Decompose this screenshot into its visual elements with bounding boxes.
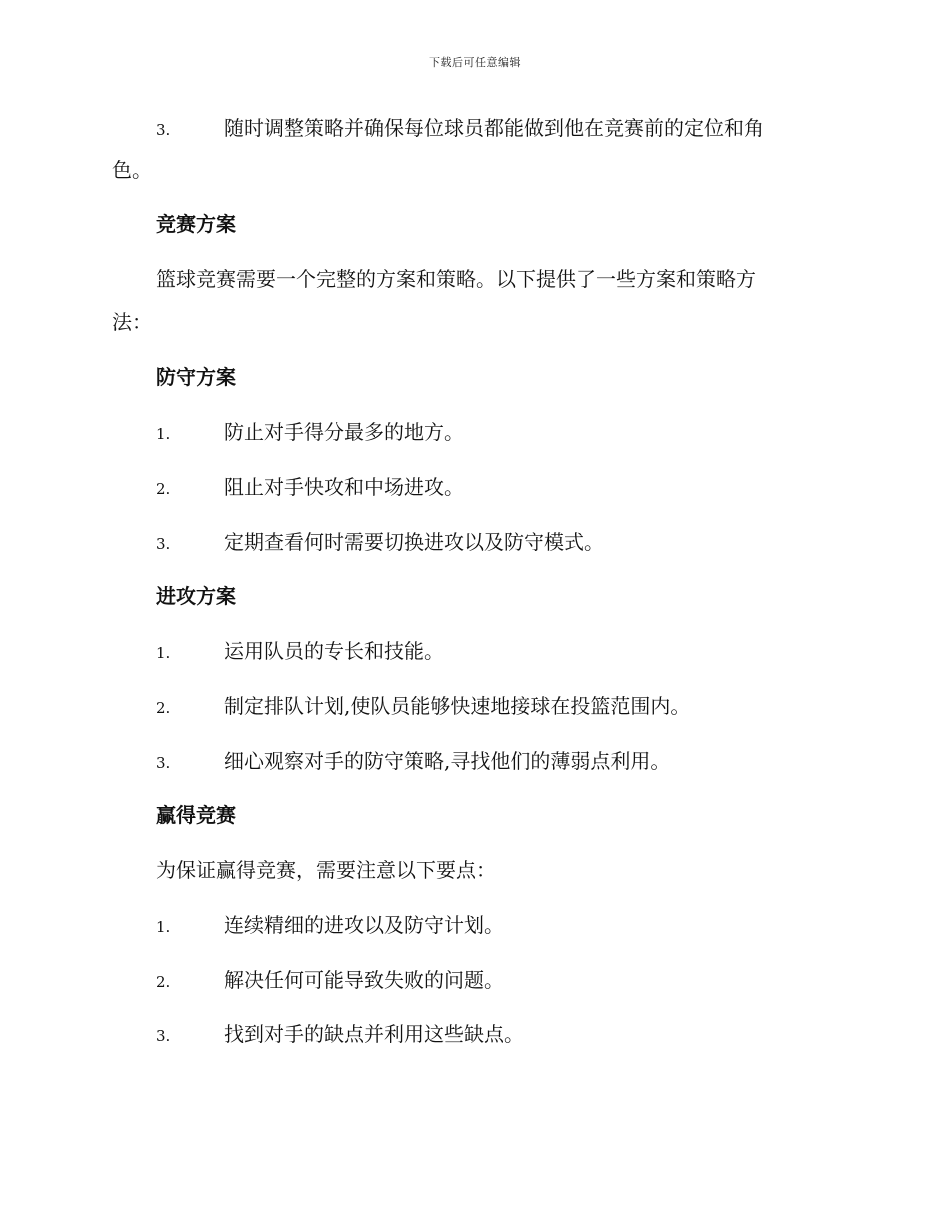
paragraph-line: 为保证赢得竞赛，需要注意以下要点： — [156, 858, 496, 882]
section-heading-offense: 进攻方案 — [156, 584, 236, 608]
list-item-text: 细心观察对手的防守策略,寻找他们的薄弱点利用。 — [224, 749, 671, 773]
list-item-number: 2. — [156, 973, 171, 991]
list-item-text: 阻止对手快攻和中场进攻。 — [224, 475, 464, 499]
list-item-text: 随时调整策略并确保每位球员都能做到他在竞赛前的定位和角 — [224, 116, 764, 140]
list-item-number: 1. — [156, 918, 171, 936]
list-item-number: 3. — [156, 754, 171, 772]
list-item-number: 1. — [156, 425, 171, 443]
list-item-number: 2. — [156, 480, 171, 498]
list-item-text-continuation: 色。 — [112, 158, 152, 182]
list-item-number: 1. — [156, 644, 171, 662]
list-item-text: 制定排队计划,使队员能够快速地接球在投篮范围内。 — [224, 694, 691, 718]
list-item-text: 防止对手得分最多的地方。 — [224, 420, 464, 444]
list-item-text: 连续精细的进攻以及防守计划。 — [224, 913, 504, 937]
list-item-number: 3. — [156, 535, 171, 553]
list-item-text: 找到对手的缺点并利用这些缺点。 — [224, 1022, 524, 1046]
section-heading-win: 赢得竞赛 — [156, 803, 236, 827]
list-item-number: 3. — [156, 121, 171, 139]
list-item-text: 定期查看何时需要切换进攻以及防守模式。 — [224, 530, 604, 554]
section-heading-defense: 防守方案 — [156, 365, 236, 389]
section-heading-plan: 竞赛方案 — [156, 212, 236, 236]
paragraph-line: 篮球竞赛需要一个完整的方案和策略。以下提供了一些方案和策略方 — [156, 267, 756, 291]
list-item-number: 2. — [156, 699, 171, 717]
list-item-text: 运用队员的专长和技能。 — [224, 639, 444, 663]
list-item-number: 3. — [156, 1027, 171, 1045]
list-item-text: 解决任何可能导致失败的问题。 — [224, 968, 504, 992]
page-header: 下载后可任意编辑 — [429, 56, 521, 69]
paragraph-line: 法： — [112, 310, 152, 334]
